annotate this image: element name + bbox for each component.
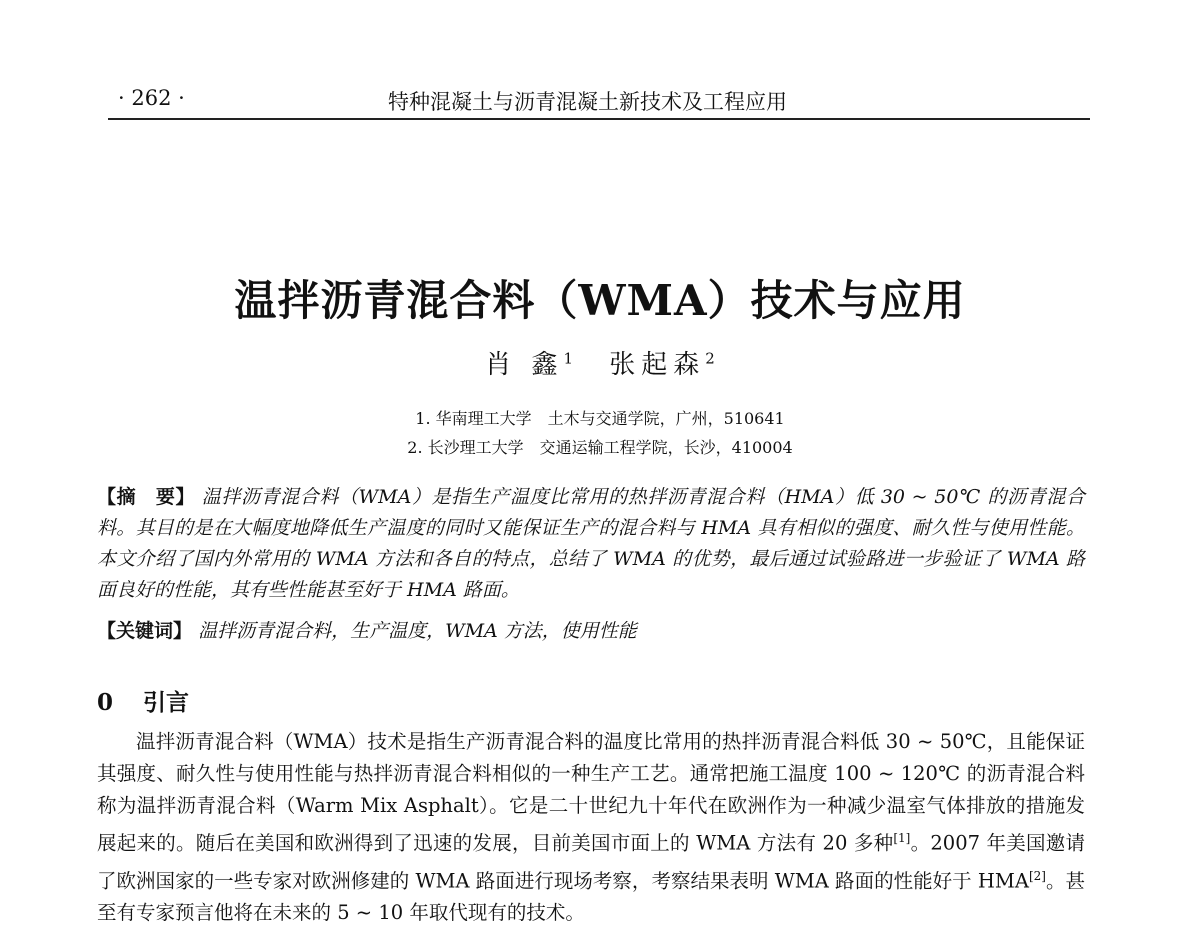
author-name: 肖 鑫	[485, 350, 564, 380]
running-header	[118, 86, 1090, 120]
page-number: · 262 ·	[118, 86, 185, 110]
body-text	[97, 726, 1085, 929]
abstract	[97, 482, 1085, 606]
body-part-1: 温拌沥青混合料（WMA）技术是指生产沥青混合料的温度比常用的热拌沥青混合料低 30 ~ 50℃，且能保证其强度、耐久性与使用性能与热拌沥青混合料相似的一种生产工艺。通常把施工温度 100 ~ 120℃ 的沥青混合料称为温拌沥青混合料（Warm Mix Asphalt）。它是二十世纪九十年代在欧洲作为一种减少温室气体排放的措施发展起来的。随后在美国和欧洲得到了迅速的发展，目前美国市面上的 WMA 方法有 20 多种	[97, 730, 1085, 855]
section-heading	[97, 684, 189, 717]
book-title: 特种混凝土与沥青混凝土新技术及工程应用	[388, 90, 787, 114]
author-list	[0, 344, 1200, 381]
section-title: 引言	[143, 689, 190, 716]
author-name: 张起森	[609, 350, 706, 380]
paragraph	[97, 726, 1085, 929]
body-part-2: 。2007 年美国邀请了欧洲国家的一些专家对欧洲修建的 WMA 路面进行现场考察，考察结果表明 WMA 路面的性能好于 HMA	[97, 831, 1086, 892]
paper-title: 温拌沥青混合料（WMA）技术与应用	[234, 276, 966, 325]
body-part-3: 。甚至有专家预言他将在未来的 5 ~ 10 年取代现有的技术。	[97, 869, 1085, 924]
header-rule	[108, 118, 1090, 120]
keywords-label: 【关键词】	[97, 620, 193, 642]
citation-1: [1]	[893, 831, 911, 845]
author-2	[609, 350, 715, 380]
abstract-label: 【摘 要】	[97, 486, 196, 508]
affiliation-2: 2. 长沙理工大学 交通运输工程学院，长沙，410004	[407, 438, 793, 457]
keywords	[97, 616, 1085, 647]
affiliation-1: 1. 华南理工大学 土木与交通学院，广州，510641	[415, 409, 785, 428]
author-1	[485, 350, 573, 380]
author-affil-mark: 1	[563, 349, 573, 368]
author-affil-mark: 2	[705, 349, 715, 368]
keywords-text: 温拌沥青混合料，生产温度，WMA 方法，使用性能	[198, 620, 637, 642]
section-number: 0	[97, 689, 114, 716]
abstract-text: 温拌沥青混合料（WMA）是指生产温度比常用的热拌沥青混合料（HMA）低 30 ~ 50℃ 的沥青混合料。其目的是在大幅度地降低生产温度的同时又能保证生产的混合料与 HMA 具有相似的强度、耐久性与使用性能。本文介绍了国内外常用的 WMA 方法和各自的特点，总结了 WMA 的优势，最后通过试验路进一步验证了 WMA 路面良好的性能，其有些性能甚至好于 HMA 路面。	[97, 486, 1085, 601]
citation-2: [2]	[1028, 868, 1046, 883]
